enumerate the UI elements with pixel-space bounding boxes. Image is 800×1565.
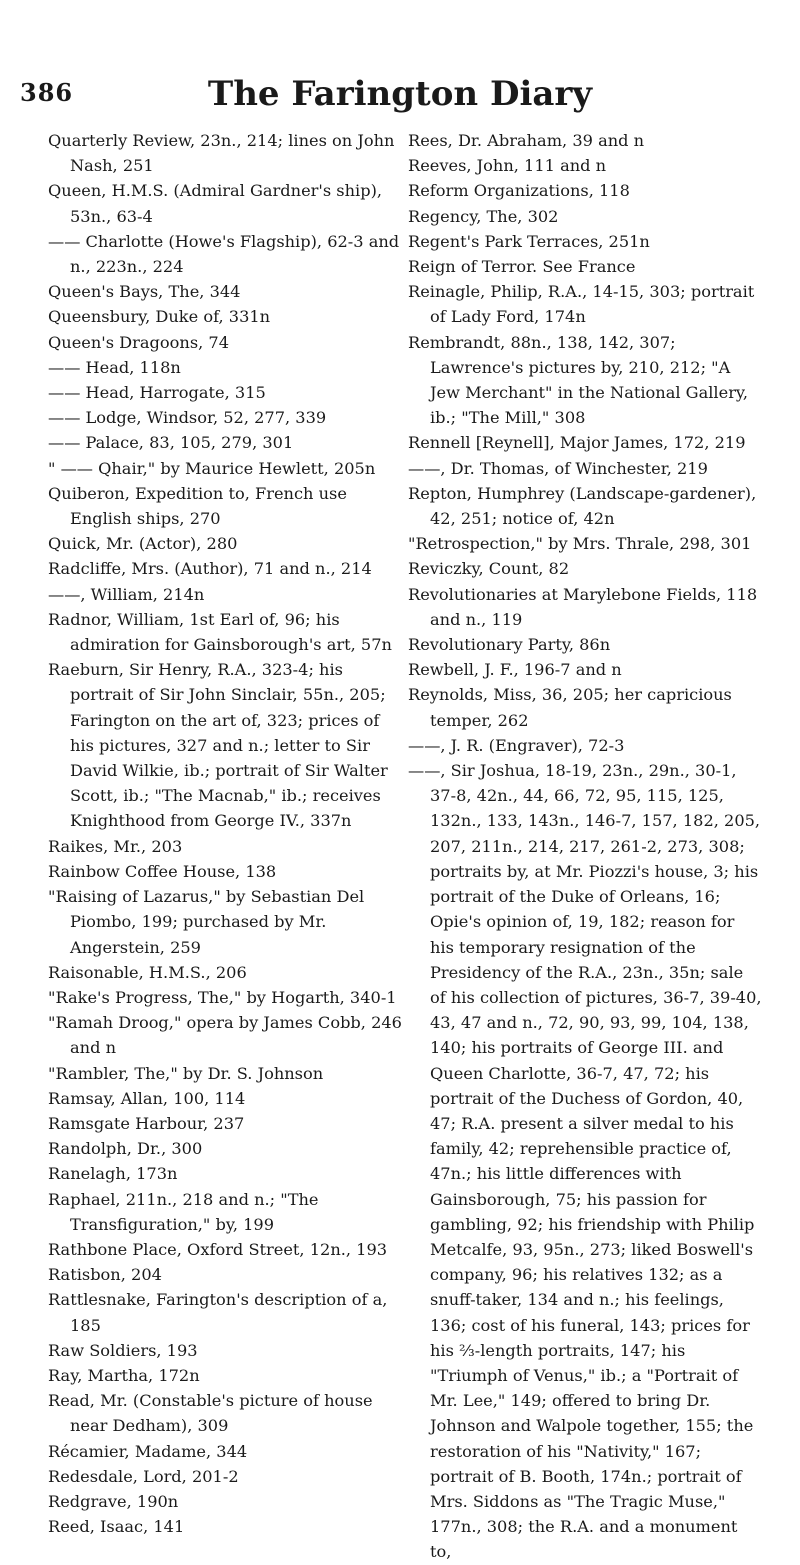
index-entry: —— Palace, 83, 105, 279, 301: [48, 433, 294, 453]
index-entry: "Retrospection," by Mrs. Thrale, 298, 301: [408, 534, 752, 554]
index-entry: Reinagle, Philip, R.A., 14-15, 303; portrait of Lady Ford, 174n: [408, 282, 755, 327]
page-header: [0, 0, 800, 120]
index-entry: Rewbell, J. F., 196-7 and n: [408, 660, 622, 680]
index-entry: Reynolds, Miss, 36, 205; her capricious temper, 262: [408, 685, 732, 730]
index-entry: "Rake's Progress, The," by Hogarth, 340-1: [48, 987, 397, 1007]
index-entry: —— Lodge, Windsor, 52, 277, 339: [48, 408, 327, 428]
index-entry: Revolutionaries at Marylebone Fields, 118 and n., 119: [408, 584, 758, 629]
index-entry: "Raising of Lazarus," by Sebastian Del Piombo, 199; purchased by Mr. Angerstein, 259: [48, 887, 365, 957]
index-entry: ——, Dr. Thomas, of Winchester, 219: [408, 458, 708, 478]
index-entry: Quiberon, Expedition to, French use English ships, 270: [48, 483, 347, 529]
index-entry: Read, Mr. (Constable's picture of house near Dedham), 309: [48, 1391, 373, 1436]
index-entry: Redesdale, Lord, 201-2: [48, 1466, 239, 1486]
page-number: 386: [20, 78, 74, 107]
index-entry: Rainbow Coffee House, 138: [48, 861, 277, 881]
index-entry: Queen's Dragoons, 74: [48, 332, 230, 352]
index-entry: Ramsgate Harbour, 237: [48, 1113, 245, 1133]
index-entry: Rembrandt, 88n., 138, 142, 307; Lawrence's pictures by, 210, 212; "A Jew Merchant" in the National Gallery, ib.; "The Mill," 308: [408, 332, 749, 428]
index-entry: " —— Qhair," by Maurice Hewlett, 205n: [48, 458, 376, 478]
index-column-left: [48, 128, 403, 1539]
index-entry: Reeves, John, 111 and n: [408, 156, 607, 176]
index-entry: Redgrave, 190n: [48, 1491, 179, 1511]
index-entry: Randolph, Dr., 300: [48, 1139, 203, 1159]
index-entry: Radnor, William, 1st Earl of, 96; his admiration for Gainsborough's art, 57n: [48, 609, 392, 655]
index-entry: Radcliffe, Mrs. (Author), 71 and n., 214: [48, 559, 372, 579]
index-entry: Rathbone Place, Oxford Street, 12n., 193: [48, 1239, 388, 1259]
index-entry: Repton, Humphrey (Landscape-gardener), 42, 251; notice of, 42n: [408, 483, 757, 529]
index-entry: Reign of Terror. See France: [408, 257, 636, 277]
index-entry: "Rambler, The," by Dr. S. Johnson: [48, 1063, 324, 1083]
index-entry: Queen's Bays, The, 344: [48, 282, 241, 302]
index-entry: Reed, Isaac, 141: [48, 1517, 185, 1537]
index-entry: Ray, Martha, 172n: [48, 1365, 200, 1385]
index-entry: Revolutionary Party, 86n: [408, 635, 611, 655]
index-entry: Raw Soldiers, 193: [48, 1340, 198, 1360]
index-entry: Ramsay, Allan, 100, 114: [48, 1088, 246, 1108]
index-entry: Rees, Dr. Abraham, 39 and n: [408, 131, 645, 150]
index-entry: Raisonable, H.M.S., 206: [48, 962, 247, 982]
index-entry: Quarterly Review, 23n., 214; lines on John Nash, 251: [48, 131, 395, 176]
index-entry: Récamier, Madame, 344: [48, 1441, 248, 1461]
index-entry: Regency, The, 302: [408, 206, 559, 226]
index-entry: Rattlesnake, Farington's description of a, 185: [48, 1290, 388, 1335]
index-entry: ——, Sir Joshua, 18-19, 23n., 29n., 30-1, 37-8, 42n., 44, 66, 72, 95, 115, 125, 132n., 133, 143n., 146-7, 157, 182, 205, 207, 211n., 214, 217, 261-2, 273, 308; portraits by, at Mr. Piozzi's house, 3; his portrait of the Duke of Orleans, 16; Opie's opinion of, 19, 182; reason for his temporary resignation of the Presidency of the R.A., 23n., 35n; sale of his collection of pictures, 36-7, 39-40, 43, 47 and n., 72, 90, 93, 99, 104, 138, 140; his portraits of George III. and Queen Charlotte, 36-7, 47, 72; his portrait of the Duchess of Gordon, 40, 47; R.A. present a silver medal to his family, 42; reprehensible practice of, 47n.; his little differences with Gainsborough, 75; his passion for gambling, 92; his friendship with Philip Metcalfe, 93, 95n., 273; liked Boswell's company, 96; his relatives 132; as a snuff-taker, 134 and n.; his feelings, 136; cost of his funeral, 143; prices for his ⅔-length portraits, 147; his "Triumph of Venus," ib.; a "Portrait of Mr. Lee," 149; offered to bring Dr. Johnson and Walpole together, 155; the restoration of his "Nativity," 167; portrait of B. Booth, 174n.; portrait of Mrs. Siddons as "The Tragic Muse," 177n., 308; the R.A. and a monument to,: [408, 761, 762, 1562]
index-entry: Rennell [Reynell], Major James, 172, 219: [408, 433, 746, 453]
index-entry: Quick, Mr. (Actor), 280: [48, 534, 238, 554]
index-entry: Reform Organizations, 118: [408, 181, 630, 201]
index-entry: Raikes, Mr., 203: [48, 836, 183, 856]
index-entry: —— Charlotte (Howe's Flagship), 62-3 and n., 223n., 224: [48, 231, 400, 277]
index-entry: —— Head, Harrogate, 315: [48, 383, 266, 403]
index-entry: "Ramah Droog," opera by James Cobb, 246 and n: [48, 1013, 402, 1058]
index-entry: ——, William, 214n: [48, 584, 205, 604]
running-title: The Farington Diary: [207, 74, 593, 114]
index-entry: —— Head, 118n: [48, 357, 181, 377]
index-entry: Queensbury, Duke of, 331n: [48, 307, 271, 327]
index-entry: Ratisbon, 204: [48, 1265, 162, 1285]
index-entry: ——, J. R. (Engraver), 72-3: [408, 735, 625, 755]
index-entry: Reviczky, Count, 82: [408, 559, 570, 579]
index-entry: Raeburn, Sir Henry, R.A., 323-4; his portrait of Sir John Sinclair, 55n., 205; Farington on the art of, 323; prices of his pictures, 327 and n.; letter to Sir David Wilkie, ib.; portrait of Sir Walter Scott, ib.; "The Macnab," ib.; receives Knighthood from George IV., 337n: [48, 660, 388, 831]
index-entry: Queen, H.M.S. (Admiral Gardner's ship), 53n., 63-4: [48, 181, 383, 226]
index-entry: Regent's Park Terraces, 251n: [408, 231, 650, 251]
index-entry: Raphael, 211n., 218 and n.; "The Transfiguration," by, 199: [48, 1189, 319, 1234]
index-entry: Ranelagh, 173n: [48, 1164, 178, 1184]
index-column-right: [408, 128, 763, 1565]
